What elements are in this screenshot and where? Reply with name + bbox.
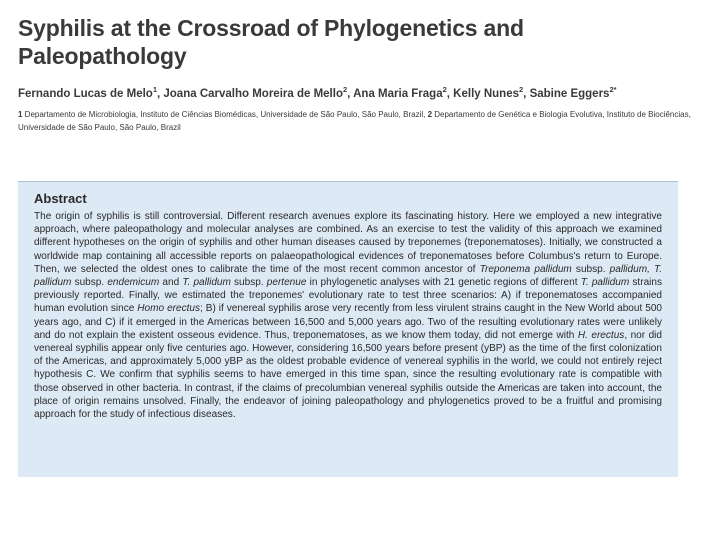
abstract-italic-term: pallidum, T. pallidum xyxy=(34,263,663,289)
author-separator: , xyxy=(347,88,354,100)
abstract-italic-term: T. pallidum xyxy=(580,277,630,289)
author-separator: , xyxy=(157,88,164,100)
author-list xyxy=(18,86,698,103)
abstract-italic-term: H. erectus xyxy=(577,329,625,341)
paper-header xyxy=(18,14,698,134)
abstract-segment: strains previously reported. Finally, we estimated the treponemes' evolutionary rate to test three scenarios: A) if treponematoses accompanied human evolution since xyxy=(34,277,663,315)
abstract-italic-term: endemicum xyxy=(107,277,160,289)
abstract-italic-term: Homo erectus xyxy=(137,303,201,315)
abstract-text xyxy=(34,210,662,421)
author-affiliation-marker: 2 xyxy=(342,85,348,95)
author-affiliation-marker: 2 xyxy=(519,85,524,95)
abstract-segment: in phylogenetic analyses with 21 genetic regions of different xyxy=(306,277,581,289)
author-name: Sabine Eggers$^{2*}$ xyxy=(529,85,617,100)
abstract-heading: Abstract xyxy=(34,191,87,206)
abstract-italic-term: pertenue xyxy=(266,277,307,289)
abstract-segment: subsp. xyxy=(230,277,267,289)
paper-title: Syphilis at the Crossroad of Phylogenetics and Paleopathology xyxy=(18,15,524,69)
affiliation-number: 2 xyxy=(427,110,433,119)
abstract-segment: ; B) if venereal syphilis arose very recently from less virulent strains caught in the New World about 500 years ago, and C) if it emerged in the Americas between 16,500 and 5,000 years ago. Two of the resulting evolutionary rates were unlikely and do not explain the existent osseous evidence. Thus, treponematoses, as we know them today, did not emerge with xyxy=(34,303,662,341)
author-separator: , xyxy=(446,88,454,100)
affiliation-text: Departamento de Genética e Biologia Evolutiva, Instituto de Biociências, Universidade de São Paulo, São Paulo, Brazil xyxy=(18,110,691,132)
affiliation-number: 1 xyxy=(18,110,23,119)
affiliation-list xyxy=(18,109,698,134)
author-name: Kelly Nunes$^2$ xyxy=(453,85,524,100)
author-affiliation-marker: 1 xyxy=(152,85,157,95)
abstract-segment: subsp. xyxy=(71,277,108,289)
author-name: Fernando Lucas de Melo$^1$ xyxy=(18,85,157,100)
author-separator: , xyxy=(523,88,530,100)
author-name: Joana Carvalho Moreira de Mello$^2$ xyxy=(163,85,348,100)
abstract-segment: subsp. xyxy=(571,263,610,275)
author-name: Ana Maria Fraga$^2$ xyxy=(353,85,447,100)
abstract-segment: The origin of syphilis is still controversial. Different research avenues explore its fascinating history. Here we employed a new integrative approach, where paleopathology and molecular analyses are combined. As an exercise to test the validity of this approach we examined different hypotheses on the origin of syphilis and other human diseases caused by treponemes (treponematoses). Initially, we constructed a worldwide map containing all accessible reports on palaeopathological evidences of treponematoses before Columbus's return to Europe. Then, we selected the oldest ones to calibrate the time of the most recent common ancestor of xyxy=(34,211,662,275)
abstract-segment: and xyxy=(159,277,183,289)
abstract-box xyxy=(18,181,678,477)
affiliation-text: Departamento de Microbiologia, Instituto de Ciências Biomédicas, Universidade de São Paulo, São Paulo, Brazil, xyxy=(22,110,428,119)
abstract-italic-term: T. pallidum xyxy=(182,277,231,289)
abstract-italic-term: Treponema pallidum xyxy=(479,263,572,275)
author-affiliation-marker: 2 xyxy=(442,85,447,95)
author-affiliation-marker: 2* xyxy=(609,85,617,95)
abstract-segment: , nor did venereal syphilis appear only five centuries ago. However, considering 16,500 years before present (yBP) as the time of the first colonization of the Americas, and approximately 5,000 yBP as the oldest probable evidence of venereal syphilis in the world, we could not entirely reject hypothesis C. We confirm that syphilis seems to have emerged in this time span, since the resulting evolutionary rate is compatible with those observed in other bacteria. In contrast, if the claims of precolumbian venereal syphilis outside the Americas are taken into account, the place of origin remains unsolved. Finally, the endeavor of joining paleopathology and phylogenetics proved to be a fruitful and promising approach for the study of infectious diseases. xyxy=(34,329,662,421)
